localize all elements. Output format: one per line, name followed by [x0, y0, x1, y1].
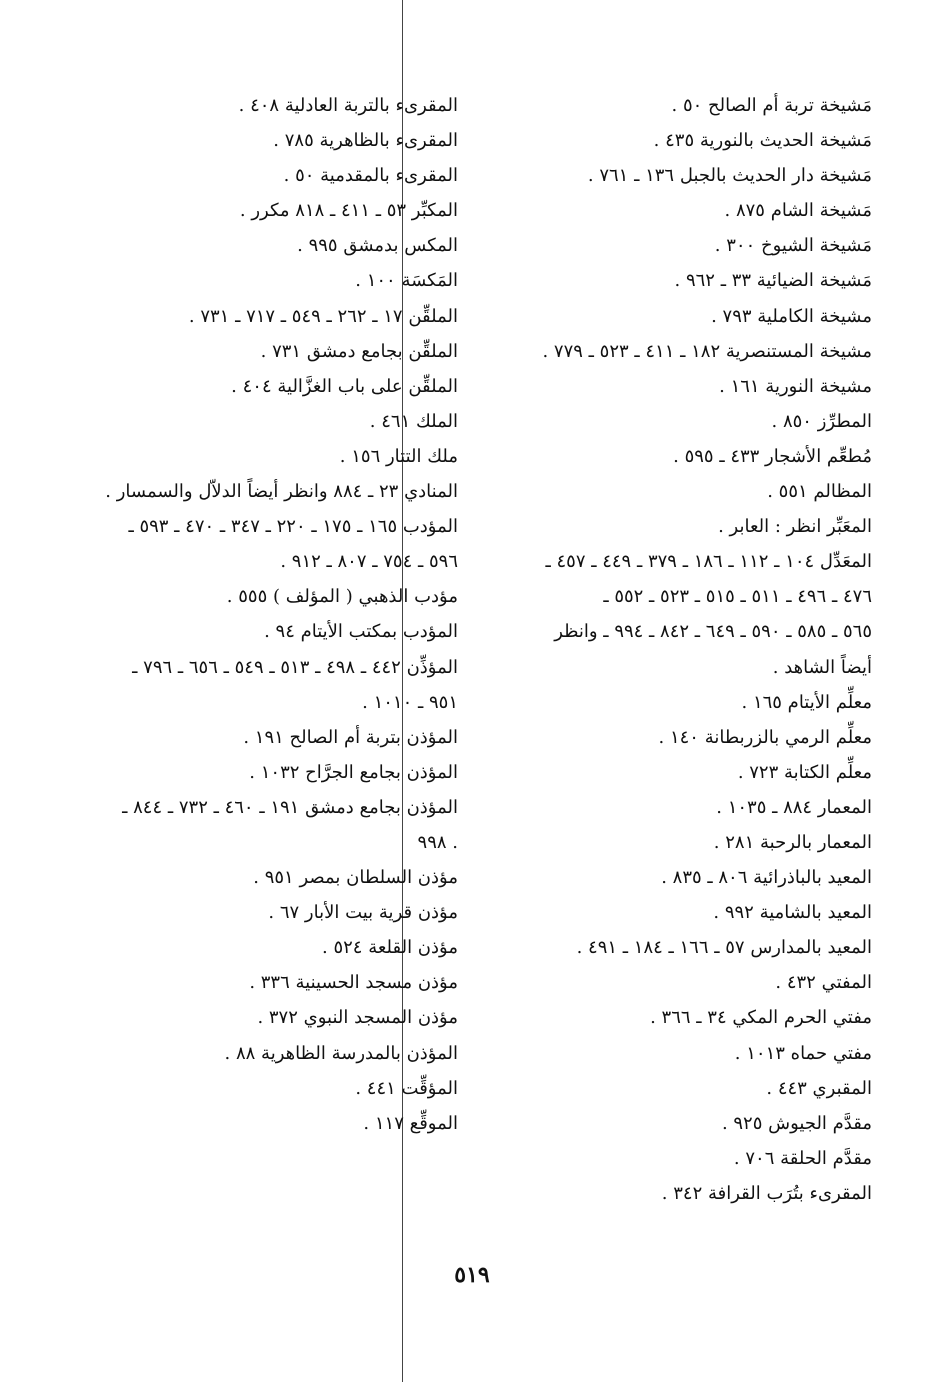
index-entry: المؤذن بالمدرسة الظاهرية ٨٨ .: [224, 1042, 458, 1064]
index-entry: ٥٦٥ ـ ٥٨٥ ـ ٥٩٠ ـ ٦٤٩ ـ ٨٤٢ ـ ٩٩٤ ـ وانظر: [554, 621, 872, 643]
index-entry: الملك ٤٦١ .: [369, 410, 458, 432]
index-entry: معلِّم الكتابة ٧٢٣ .: [737, 761, 872, 783]
index-entry: مؤذن القلعة ٥٢٤ .: [322, 937, 458, 959]
index-entry: مقدَّم الحلقة ٧٠٦ .: [733, 1147, 872, 1169]
index-entry: المؤقِّت ٤٤١ .: [355, 1077, 458, 1099]
index-entry: المؤذن بجامع دمشق ١٩١ ـ ٤٦٠ ـ ٧٣٢ ـ ٨٤٤ ـ: [122, 796, 458, 818]
index-entry: المعَبِّر انظر : العابر .: [718, 516, 872, 538]
index-entry: مُطعِّم الأشجار ٤٣٣ ـ ٥٩٥ .: [673, 445, 872, 467]
index-entry: مَشيخة تربة أم الصالح ٥٠ .: [671, 95, 872, 116]
index-entry: المعمار بالرحبة ٢٨١ .: [713, 831, 872, 853]
index-entry: الموقِّع ١١٧ .: [363, 1112, 458, 1134]
index-entry: مَشيخة الضيائية ٣٣ ـ ٩٦٢ .: [674, 270, 872, 292]
index-entry: المؤذن بتربة أم الصالح ١٩١ .: [243, 726, 458, 748]
index-entry: مفتي الحرم المكي ٣٤ ـ ٣٦٦ .: [650, 1007, 872, 1029]
index-entry: المؤدب بمكتب الأيتام ٩٤ .: [264, 621, 458, 643]
index-entry: مفتي حماه ١٠١٣ .: [734, 1042, 872, 1064]
index-entry: المعمار ٨٨٤ ـ ١٠٣٥ .: [716, 796, 872, 818]
index-entry: الملقِّن ١٧ ـ ٢٦٢ ـ ٥٤٩ ـ ٧١٧ ـ ٧٣١ .: [188, 305, 458, 327]
index-entry: معلِّم الأيتام ١٦٥ .: [741, 691, 872, 713]
index-entry: المؤدب ١٦٥ ـ ١٧٥ ـ ٢٢٠ ـ ٣٤٧ ـ ٤٧٠ ـ ٥٩٣ ـ: [128, 516, 458, 538]
index-entry: مَشيخة دار الحديث بالجبل ١٣٦ ـ ٧٦١ .: [587, 165, 872, 187]
index-entry: مؤذن السلطان بمصر ٩٥١ .: [253, 867, 458, 889]
index-entry: المقرىء بتُرَب القرافة ٣٤٢ .: [661, 1182, 872, 1204]
page-number: ٥١٩: [454, 1262, 490, 1288]
index-entry: ٩٥١ ـ ١٠١٠ .: [362, 691, 458, 713]
index-entry: المَكسَة ١٠٠ .: [355, 270, 458, 292]
index-entry: مؤذن مسجد الحسينية ٣٣٦ .: [249, 972, 458, 994]
index-entry: مشيخة الكاملية ٧٩٣ .: [711, 305, 872, 327]
index-column-right: [482, 88, 872, 1211]
index-entry: المنادي ٢٣ ـ ٨٨٤ وانظر أيضاً الدلاّل والسمسار .: [105, 481, 458, 503]
index-entry: المعيد بالمدارس ٥٧ ـ ١٦٦ ـ ١٨٤ ـ ٤٩١ .: [576, 937, 872, 959]
index-entry: مشيخة المستنصرية ١٨٢ ـ ٤١١ ـ ٥٢٣ ـ ٧٧٩ .: [542, 340, 872, 362]
index-entry: مؤدب الذهبي ( المؤلف ) ٥٥٥ .: [226, 586, 458, 608]
index-entry: مشيخة النورية ١٦١ .: [719, 375, 872, 397]
index-entry: المعَدِّل ١٠٤ ـ ١١٢ ـ ١٨٦ ـ ٣٧٩ ـ ٤٤٩ ـ ٤٥٧ ـ: [545, 551, 872, 573]
index-entry: مَشيخة الشيوخ ٣٠٠ .: [714, 235, 872, 257]
index-entry: المكبِّر ٥٣ ـ ٤١١ ـ ٨١٨ مكرر .: [239, 200, 458, 222]
index-entry: المعيد بالشامية ٩٩٢ .: [713, 902, 872, 924]
index-entry: ٩٩٨ .: [417, 831, 458, 853]
index-entry: المكس بدمشق ٩٩٥ .: [297, 235, 458, 257]
index-entry: المقرىء بالظاهرية ٧٨٥ .: [273, 130, 458, 152]
index-entry: أيضاً الشاهد .: [772, 656, 872, 678]
index-entry: المقبري ٤٤٣ .: [766, 1077, 872, 1099]
index-entry: الملقِّن على باب الغزَّالية ٤٠٤ .: [231, 375, 458, 397]
index-column-left: [88, 88, 458, 1141]
index-entry: المقرىء بالتربة العادلية ٤٠٨ .: [238, 95, 458, 116]
index-entry: المقرىء بالمقدمية ٥٠ .: [283, 165, 458, 187]
index-entry: الملقِّن بجامع دمشق ٧٣١ .: [260, 340, 458, 362]
index-entry: المظالم ٥٥١ .: [767, 481, 872, 503]
index-entry: المؤذِّن ٤٤٢ ـ ٤٩٨ ـ ٥١٣ ـ ٥٤٩ ـ ٦٥٦ ـ ٧٩٦ ـ: [132, 656, 458, 678]
index-entry: مَشيخة الحديث بالنورية ٤٣٥ .: [653, 130, 872, 152]
index-entry: ٤٧٦ ـ ٤٩٦ ـ ٥١١ ـ ٥١٥ ـ ٥٢٣ ـ ٥٥٢ ـ: [603, 586, 872, 608]
index-entry: مَشيخة الشام ٨٧٥ .: [724, 200, 872, 222]
index-entry: المؤذن بجامع الجرَّاح ١٠٣٢ .: [249, 761, 458, 783]
index-entry: المفتي ٤٣٢ .: [775, 972, 872, 994]
index-entry: مقدَّم الجيوش ٩٢٥ .: [721, 1112, 872, 1134]
index-entry: ٥٩٦ ـ ٧٥٤ ـ ٨٠٧ ـ ٩١٢ .: [280, 551, 458, 573]
index-entry: مؤذن قرية بيت الأبار ٦٧ .: [268, 902, 458, 924]
index-entry: مؤذن المسجد النبوي ٣٧٢ .: [257, 1007, 458, 1029]
index-entry: المعيد بالباذرائية ٨٠٦ ـ ٨٣٥ .: [661, 867, 872, 889]
index-entry: المطرِّز ٨٥٠ .: [771, 410, 872, 432]
index-entry: معلِّم الرمي بالزربطانة ١٤٠ .: [658, 726, 872, 748]
index-entry: ملك التتار ١٥٦ .: [339, 445, 458, 467]
